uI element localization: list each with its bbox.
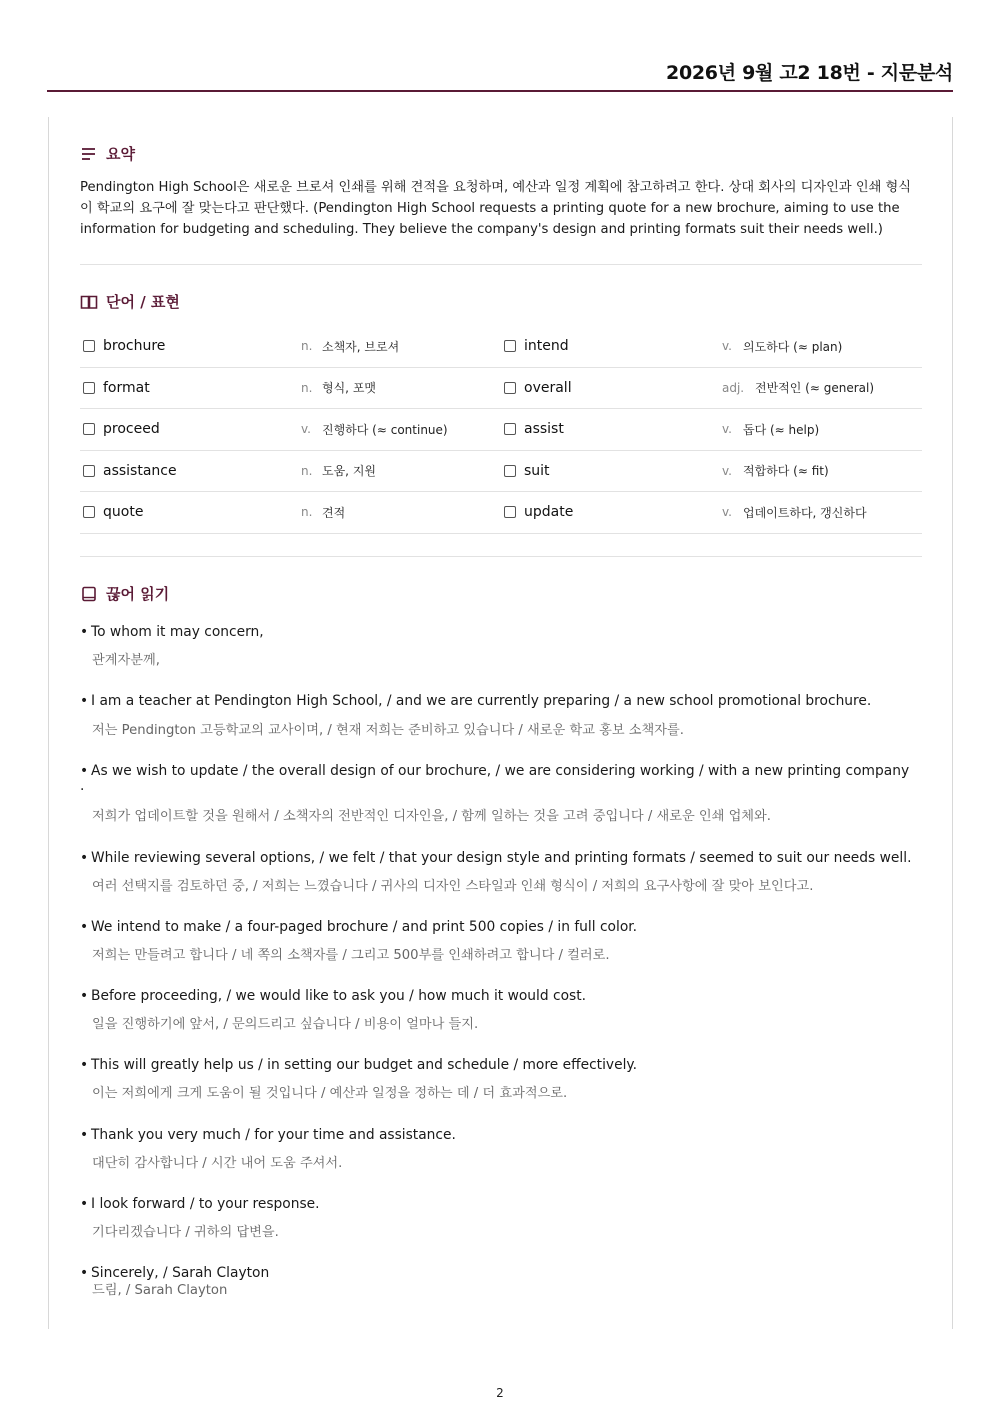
vocab-checkbox[interactable] <box>504 506 516 518</box>
reading-en: • Thank you very much / for your time and assistance. <box>80 1127 456 1143</box>
reading-item <box>80 691 871 741</box>
reading-item <box>80 1263 269 1301</box>
summary-text: Pendington High School은 새로운 브로셔 인쇄를 위해 견적을 요청하며, 예산과 일정 계획에 참고하려고 한다. 상대 회사의 디자인과 인쇄 형식이 학교의 요구에 잘 맞는다고 판단했다. (Pendington High School requests a printing quote for a new brochure, aiming to use the information for budgeting and scheduling. They believe the company's design and printing formats suit their needs well.) <box>80 180 911 237</box>
reading-ko: 이는 저희에게 크게 도움이 될 것입니다 / 예산과 일정을 정하는 데 / 더 효과적으로. <box>92 1086 568 1101</box>
vocab-meaning: 의도하다 (≈ plan) <box>743 339 843 354</box>
vocab-word: brochure <box>103 338 166 355</box>
vocab-cell <box>501 462 922 479</box>
reading-item <box>80 1194 320 1243</box>
vocab-cell <box>501 338 922 355</box>
reading-en: • Before proceeding, / we would like to ask you / how much it would cost. <box>80 988 587 1004</box>
vocab-cell <box>501 421 922 438</box>
reading-ko: 저희가 업데이트할 것을 원해서 / 소책자의 전반적인 디자인을, / 함께 일하는 것을 고려 중입니다 / 새로운 인쇄 업체와. <box>92 809 771 824</box>
vocab-word: intend <box>524 338 569 355</box>
reading-en: • I am a teacher at Pendington High School, / and we are currently preparing / a new school promotional brochure. <box>80 693 872 709</box>
reading-en: • Sincerely, / Sarah Clayton <box>80 1265 270 1281</box>
reading-item <box>80 1125 456 1174</box>
open-book-icon <box>80 293 98 311</box>
vocab-row <box>80 368 922 410</box>
vocab-word: assist <box>524 421 564 438</box>
vocab-checkbox[interactable] <box>83 465 95 477</box>
vocab-pos: n. <box>301 380 313 395</box>
vocab-meaning: 돕다 (≈ help) <box>743 422 820 437</box>
vocab-pos: adj. <box>722 380 745 395</box>
vocab-word: assistance <box>103 462 177 479</box>
reading-en: • To whom it may concern, <box>80 624 264 640</box>
vocab-checkbox[interactable] <box>83 340 95 352</box>
reading-en: • As we wish to update / the overall design of our brochure, / we are considering working / with a new printing company <box>80 763 910 779</box>
vocab-pos: v. <box>722 339 732 354</box>
reading-en: • While reviewing several options, / we felt / that your design style and printing formats / seemed to suit our needs well. <box>80 850 912 866</box>
vocab-cell <box>80 504 501 521</box>
summary-heading-label: 요약 <box>106 145 135 163</box>
reading-ko: 기다리겠습니다 / 귀하의 답변을. <box>92 1225 279 1240</box>
content-panel <box>48 117 953 1329</box>
vocab-meaning: 진행하다 (≈ continue) <box>322 422 448 437</box>
reading-item <box>80 917 637 966</box>
reading-item <box>80 986 586 1035</box>
reading-ko: 관계자분께, <box>92 653 160 668</box>
vocab-meaning: 견적 <box>322 505 346 520</box>
vocab-pos: v. <box>722 463 732 478</box>
vocab-cell <box>501 504 922 521</box>
reading-en: • We intend to make / a four-paged brochure / and print 500 copies / in full color. <box>80 919 638 935</box>
vocab-row <box>80 326 922 368</box>
book-icon <box>80 585 98 603</box>
reading-ko: 드림, / Sarah Clayton <box>92 1283 228 1298</box>
divider <box>80 264 922 265</box>
vocab-checkbox[interactable] <box>83 423 95 435</box>
reading-ko: 저는 Pendington 고등학교의 교사이며, / 현재 저희는 준비하고 있습니다 / 새로운 학교 홍보 소책자를. <box>92 723 684 738</box>
page-number: 2 <box>496 1386 504 1400</box>
vocab-cell <box>80 379 501 396</box>
vocab-checkbox[interactable] <box>504 340 516 352</box>
reading-en: • This will greatly help us / in setting our budget and schedule / more effectively. <box>80 1057 637 1073</box>
reading-item <box>80 761 909 827</box>
vocab-cell <box>80 338 501 355</box>
vocab-meaning: 적합하다 (≈ fit) <box>743 464 829 479</box>
vocab-row <box>80 451 922 493</box>
vocab-checkbox[interactable] <box>504 423 516 435</box>
vocab-cell <box>80 462 501 479</box>
reading-ko: 저희는 만들려고 합니다 / 네 쪽의 소책자를 / 그리고 500부를 인쇄하려고 합니다 / 컬러로. <box>92 948 610 963</box>
vocab-word: proceed <box>103 421 160 438</box>
vocab-pos: n. <box>301 463 313 478</box>
vocab-checkbox[interactable] <box>504 465 516 477</box>
vocab-checkbox[interactable] <box>83 382 95 394</box>
vocab-meaning: 형식, 포맷 <box>322 381 376 396</box>
vocab-row <box>80 492 922 534</box>
page-title: 2026년 9월 고2 18번 - 지문분석 <box>666 62 953 84</box>
vocab-word: quote <box>103 504 144 521</box>
reading-item <box>80 848 911 897</box>
vocab-word: update <box>524 504 574 521</box>
vocab-checkbox[interactable] <box>83 506 95 518</box>
vocab-pos: n. <box>301 339 313 354</box>
reading-en: • I look forward / to your response. <box>80 1196 320 1212</box>
vocab-table <box>80 326 922 534</box>
vocab-pos: v. <box>301 422 311 437</box>
vocab-cell <box>80 421 501 438</box>
vocab-pos: v. <box>722 422 732 437</box>
vocab-pos: v. <box>722 505 732 520</box>
vocab-heading-label: 단어 / 표현 <box>106 293 180 311</box>
lines-icon <box>80 145 98 163</box>
vocab-cell <box>501 379 922 396</box>
vocab-meaning: 소책자, 브로셔 <box>322 339 400 354</box>
divider <box>80 556 922 557</box>
reading-ko: 일을 진행하기에 앞서, / 문의드리고 싶습니다 / 비용이 얼마나 들지. <box>92 1017 479 1032</box>
vocab-checkbox[interactable] <box>504 382 516 394</box>
page-header <box>47 58 953 92</box>
reading-item <box>80 622 264 671</box>
vocab-word: format <box>103 379 150 396</box>
vocab-row <box>80 409 922 451</box>
vocab-meaning: 도움, 지원 <box>322 464 376 479</box>
vocab-pos: n. <box>301 505 313 520</box>
vocab-heading <box>80 291 180 312</box>
reading-item <box>80 1055 637 1104</box>
vocab-word: suit <box>524 462 550 479</box>
reading-ko: 대단히 감사합니다 / 시간 내어 도움 주셔서. <box>92 1156 343 1171</box>
reading-ko: 여러 선택지를 검토하던 중, / 저희는 느꼈습니다 / 귀사의 디자인 스타일과 인쇄 형식이 / 저희의 요구사항에 잘 맞아 보인다고. <box>92 879 814 894</box>
vocab-meaning: 업데이트하다, 갱신하다 <box>743 505 867 520</box>
reading-heading-label: 끊어 읽기 <box>106 585 170 603</box>
vocab-word: overall <box>524 379 572 396</box>
summary-heading <box>80 143 135 164</box>
reading-en-extra: . <box>80 778 85 794</box>
vocab-meaning: 전반적인 (≈ general) <box>755 381 875 396</box>
reading-heading <box>80 583 169 604</box>
